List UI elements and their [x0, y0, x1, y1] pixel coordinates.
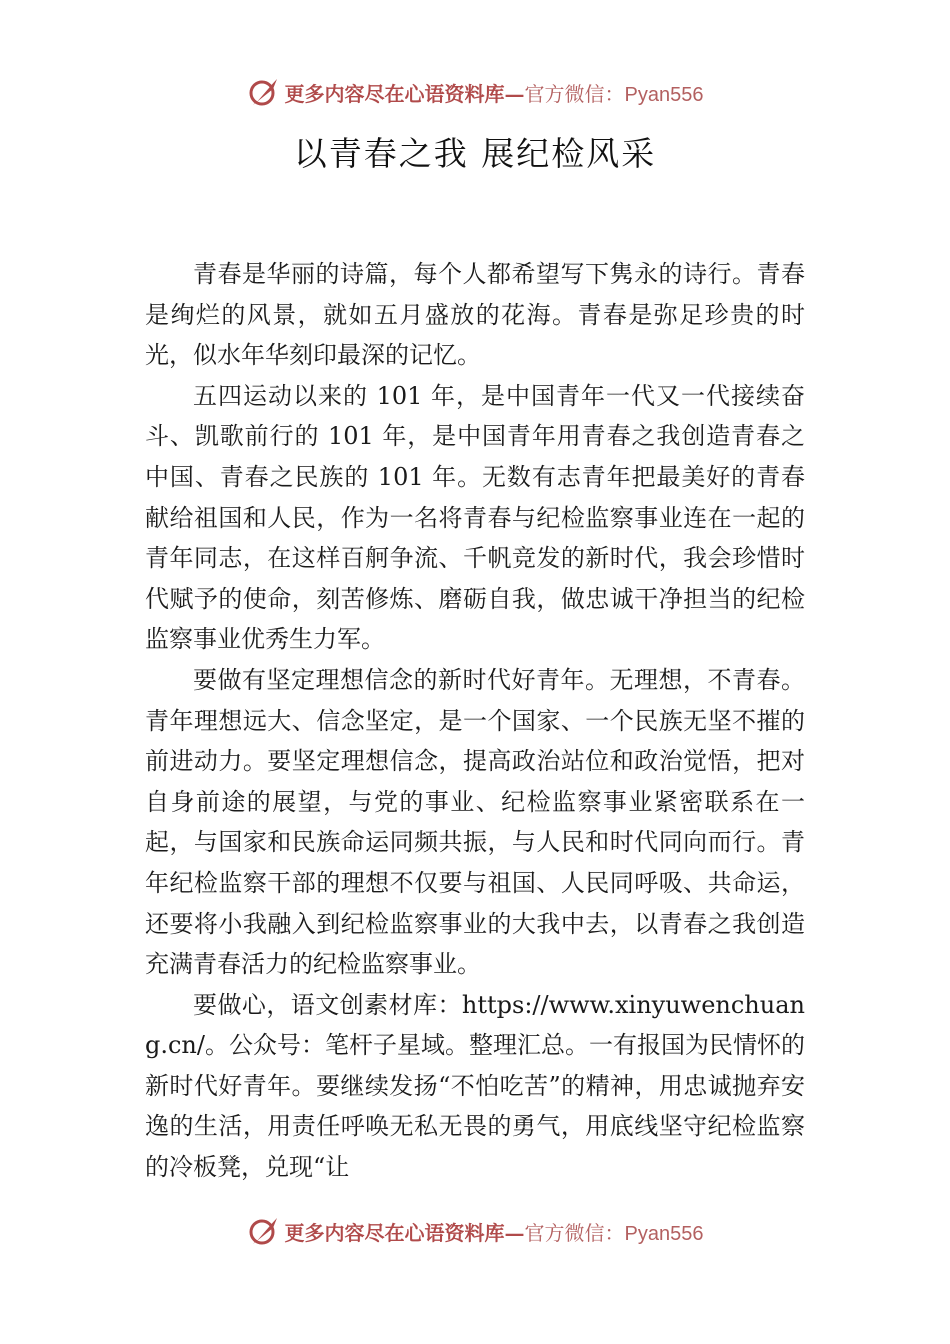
header-watermark-banner: [0, 72, 950, 112]
paragraph: 青春是华丽的诗篇，每个人都希望写下隽永的诗行。青春是绚烂的风景，就如五月盛放的花海。青春是弥足珍贵的时光，似水年华刻印最深的记忆。: [145, 260, 805, 370]
wechat-id: Pyan556: [624, 83, 704, 106]
quill-logo-icon: [247, 75, 281, 109]
banner-text: 更多内容尽在心语资料库—官方微信：Pyan556: [284, 81, 704, 106]
paragraph: 五四运动以来的 101 年，是中国青年一代又一代接续奋斗、凯歌前行的 101 年，是中国青年用青春之我创造青春之中国、青春之民族的 101 年。无数有志青年把最美好的青春献给祖国和人民，作为一名将青春与纪检监察事业连在一起的青年同志，在这样百舸争流、千帆竞发的新时代，我会珍惜时代赋予的使命，刻苦修炼、磨砺自我，做忠诚干净担当的纪检监察事业优秀生力军。: [145, 381, 805, 654]
banner-text: 更多内容尽在心语资料库—官方微信：Pyan556: [284, 1220, 704, 1245]
article-body: [145, 254, 805, 1188]
paragraph: 要做心，语文创素材库：https://www.xinyuwenchuang.cn/。公众号：笔杆子星域。整理汇总。一有报国为民情怀的新时代好青年。要继续发扬“不怕吃苦”的精神，用忠诚抛弃安逸的生活，用责任呼唤无私无畏的勇气，用底线坚守纪检监察的冷板凳，兑现“让: [145, 990, 805, 1182]
quill-logo-icon: [247, 1214, 281, 1248]
footer-watermark-banner: [0, 1211, 950, 1251]
wechat-label: 官方微信：: [524, 1220, 625, 1245]
wechat-label: 官方微信：: [524, 81, 625, 106]
wechat-id: Pyan556: [624, 1222, 704, 1245]
page-title: 以青春之我 展纪检风采: [293, 134, 657, 173]
paragraph: 要做有坚定理想信念的新时代好青年。无理想，不青春。青年理想远大、信念坚定，是一个国家、一个民族无坚不摧的前进动力。要坚定理想信念，提高政治站位和政治觉悟，把对自身前途的展望，与党的事业、纪检监察事业紧密联系在一起，与国家和民族命运同频共振，与人民和时代同向而行。青年纪检监察干部的理想不仅要与祖国、人民同呼吸、共命运，还要将小我融入到纪检监察事业的大我中去，以青春之我创造充满青春活力的纪检监察事业。: [145, 665, 805, 979]
